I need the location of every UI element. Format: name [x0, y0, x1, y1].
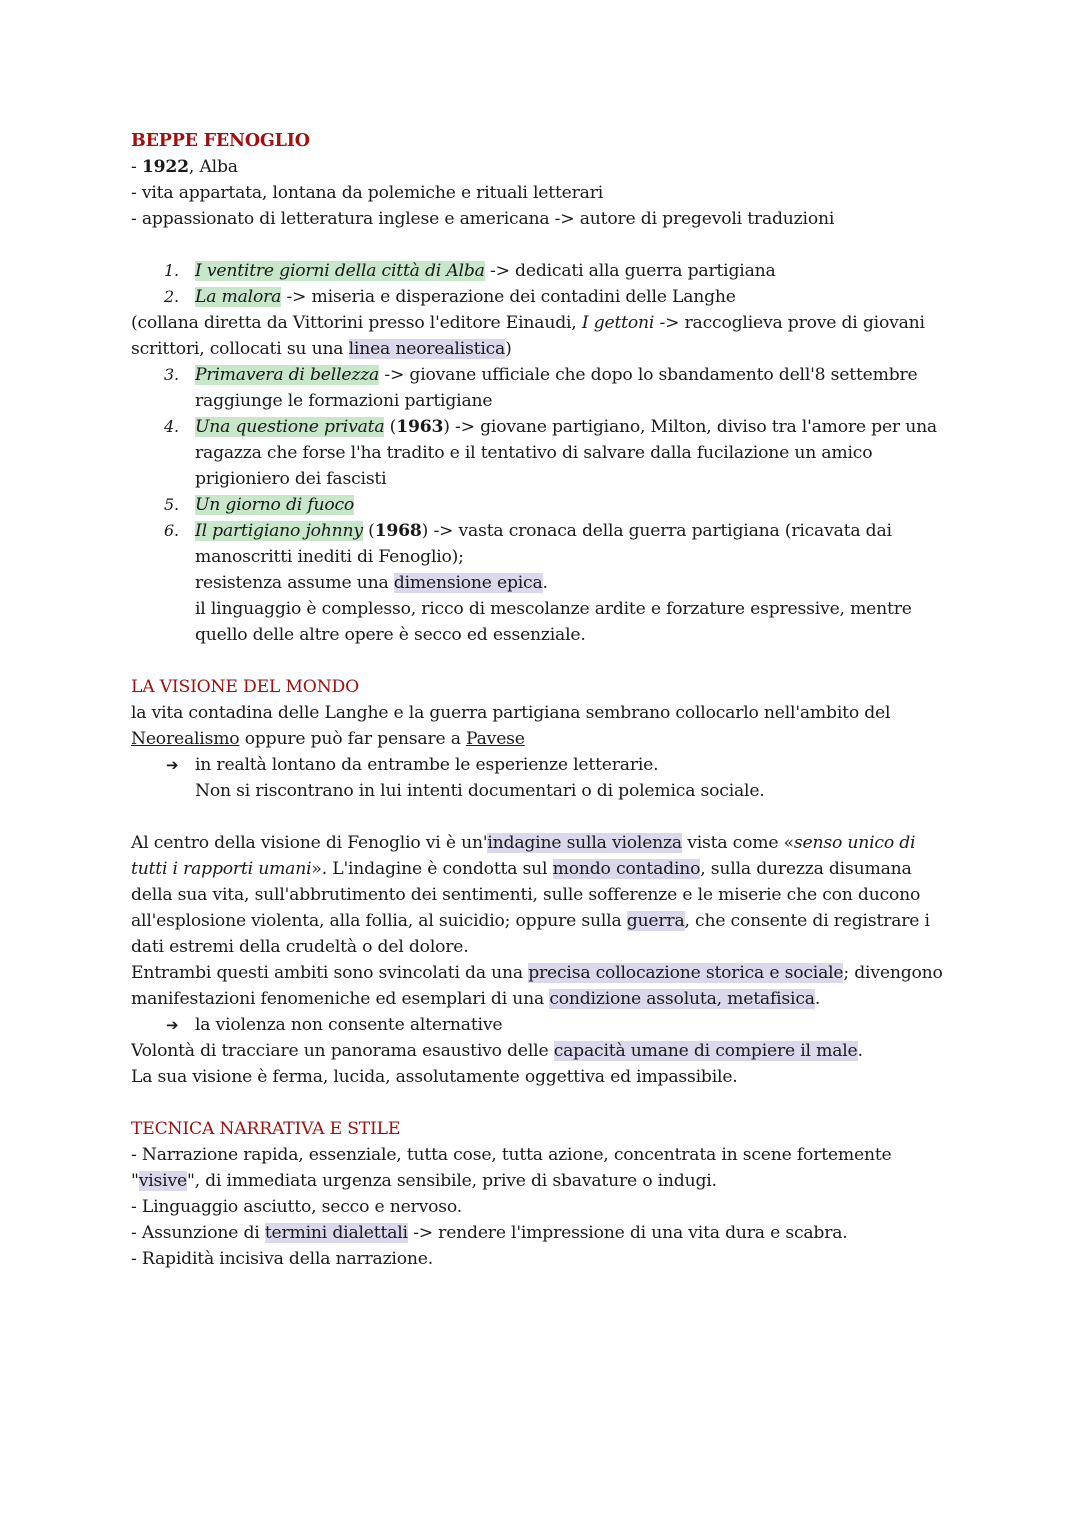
work-item-6: [131, 518, 951, 570]
intro-line-2: - vita appartata, lontana da polemiche e rituali letterari: [131, 183, 604, 203]
document-page: [131, 128, 951, 1272]
work-year: 1968: [374, 521, 422, 541]
work-item-3: [131, 362, 951, 414]
arrow-item-2: [131, 1012, 951, 1038]
birth-place: , Alba: [188, 157, 238, 177]
section-heading-vision: LA VISIONE DEL MONDO: [131, 677, 359, 697]
text: , che consente di registrare i dati estremi della crudeltà o del dolore.: [131, 911, 930, 957]
quote: senso unico di tutti i rapporti umani: [131, 833, 916, 879]
text: , sulla durezza disumana della sua vita, sull'abbrutimento dei sentimenti, sulle sofferenze e le miserie che con ducono all'esplosione violenta, alla follia, al suicidio; oppure sulla: [131, 859, 921, 931]
text: in realtà lontano da entrambe le esperienze letterarie.: [195, 755, 659, 775]
work-year: 1963: [396, 417, 444, 437]
list-number: 6.: [164, 521, 179, 540]
technique-line-1: [131, 1142, 951, 1194]
list-number: 5.: [164, 495, 179, 514]
work-desc: ) -> giovane partigiano, Milton, diviso tra l'amore per una ragazza che forse l'ha tradito e il tentativo di salvare dalla fucilazione un amico prigioniero dei fascisti: [195, 417, 937, 489]
work-item-5: [131, 492, 951, 518]
vision-paragraph-2: [131, 830, 951, 960]
highlight: capacità umane di compiere il male: [553, 1041, 858, 1061]
section-heading-technique: TECNICA NARRATIVA E STILE: [131, 1119, 401, 1139]
text: .: [857, 1041, 863, 1061]
year-open: (: [384, 417, 397, 437]
list-number: 3.: [164, 365, 179, 384]
work-desc: -> giovane ufficiale che dopo lo sbandamento dell'8 settembre raggiunge le formazioni partigiane: [195, 365, 918, 411]
arrow-item-1-sub: Non si riscontrano in lui intenti documentari o di polemica sociale.: [195, 781, 765, 801]
text: -> rendere l'impressione di una vita dura e scabra.: [407, 1223, 848, 1243]
text: ». L'indagine è condotta sul: [311, 859, 553, 879]
spacer: [131, 232, 951, 258]
work-title: La malora: [195, 287, 282, 307]
arrow-icon: ➔: [166, 756, 179, 774]
text: la vita contadina delle Langhe e la guerra partigiana sembrano collocarlo nell'ambito del: [131, 703, 891, 723]
list-number: 4.: [164, 417, 179, 436]
work-title: Un giorno di fuoco: [195, 495, 355, 515]
works-list-b: [131, 362, 951, 570]
list-number: 2.: [164, 287, 179, 306]
note-text: ): [505, 339, 512, 359]
arrow-item-1: [131, 752, 951, 778]
page-title: BEPPE FENOGLIO: [131, 131, 310, 151]
vision-paragraph-1: [131, 700, 951, 752]
work-desc: -> dedicati alla guerra partigiana: [484, 261, 776, 281]
note-text: (collana diretta da Vittorini presso l'editore Einaudi,: [131, 313, 582, 333]
works-list-a: [131, 258, 951, 310]
underlined-term: Pavese: [466, 729, 525, 749]
text: Volontà di tracciare un panorama esaustivo delle: [131, 1041, 554, 1061]
birth-year: 1922: [141, 157, 189, 177]
work-6-line-2: [131, 570, 951, 596]
work-desc: -> miseria e disperazione dei contadini delle Langhe: [281, 287, 736, 307]
highlight: linea neorealistica: [348, 339, 506, 359]
underlined-term: Neorealismo: [131, 729, 240, 749]
note-text: -> raccoglieva prove di giovani scrittori, collocati su una: [131, 313, 925, 359]
highlight: dimensione epica: [393, 573, 543, 593]
work-title: Il partigiano johnny: [195, 521, 363, 541]
technique-line-2: - Linguaggio asciutto, secco e nervoso.: [131, 1197, 462, 1217]
highlight: mondo contadino: [552, 859, 701, 879]
intro-line-3: - appassionato di letteratura inglese e americana -> autore di pregevoli traduzioni: [131, 209, 835, 229]
spacer: [131, 648, 951, 674]
list-number: 1.: [164, 261, 179, 280]
highlight: condizione assoluta, metafisica: [549, 989, 815, 1009]
vision-paragraph-3: [131, 960, 951, 1012]
text: Entrambi questi ambiti sono svincolati da una: [131, 963, 529, 983]
series-note: [131, 310, 951, 362]
text: .: [814, 989, 821, 1009]
text: .: [542, 573, 548, 593]
text: la violenza non consente alternative: [195, 1015, 503, 1035]
technique-line-3: [131, 1220, 951, 1246]
highlight: termini dialettali: [264, 1223, 408, 1243]
text: - Assunzione di: [131, 1223, 265, 1243]
year-open: (: [362, 521, 375, 541]
text: ", di immediata urgenza sensibile, prive di sbavature o indugi.: [186, 1171, 717, 1191]
highlight: guerra: [626, 911, 685, 931]
technique-line-4: - Rapidità incisiva della narrazione.: [131, 1249, 433, 1269]
vision-paragraph-4: [131, 1038, 951, 1064]
work-item-4: [131, 414, 951, 492]
highlight: indagine sulla violenza: [487, 833, 682, 853]
spacer: [131, 1090, 951, 1116]
highlight: precisa collocazione storica e sociale: [528, 963, 844, 983]
work-6-line-3: il linguaggio è complesso, ricco di mescolanze ardite e forzature espressive, mentre quello delle altre opere è secco ed essenziale.: [195, 599, 912, 645]
vision-paragraph-5: La sua visione è ferma, lucida, assolutamente oggettiva ed impassibile.: [131, 1067, 738, 1087]
text: oppure può far pensare a: [239, 729, 467, 749]
arrow-icon: ➔: [166, 1016, 179, 1034]
work-desc: ) -> vasta cronaca della guerra partigiana (ricavata dai manoscritti inediti di Fenoglio);: [195, 521, 892, 567]
text: vista come «: [681, 833, 794, 853]
series-name: I gettoni: [581, 313, 655, 333]
spacer: [131, 804, 951, 830]
intro-line-1: - 1922, Alba: [131, 157, 238, 177]
work-title: Una questione privata: [195, 417, 385, 437]
highlight: visive: [138, 1171, 187, 1191]
text: resistenza assume una: [195, 573, 394, 593]
text: - Narrazione rapida, essenziale, tutta cose, tutta azione, concentrata in scene fortemente ": [131, 1145, 892, 1191]
work-item-2: [131, 284, 951, 310]
work-title: I ventitre giorni della città di Alba: [195, 261, 485, 281]
work-item-1: [131, 258, 951, 284]
text: ; divengono manifestazioni fenomeniche ed esemplari di una: [131, 963, 943, 1009]
work-title: Primavera di bellezza: [195, 365, 380, 385]
text: Al centro della visione di Fenoglio vi è un': [131, 833, 488, 853]
